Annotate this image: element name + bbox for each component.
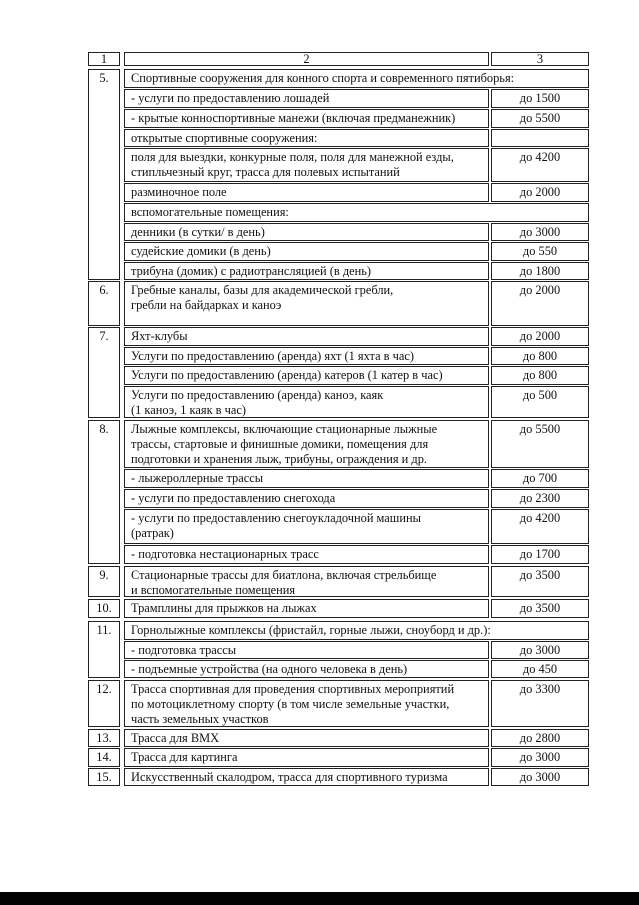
row-value: до 2000 [491,327,589,346]
row-description: Стационарные трассы для биатлона, включая стрельбище и вспомогательные помещения [124,566,489,597]
row-number: 5. [88,69,120,280]
row-description: - услуги по предоставлению лошадей [124,89,489,108]
row-description: Гребные каналы, базы для академической гребли, гребли на байдарках и каноэ [124,281,489,326]
row-description: Лыжные комплексы, включающие стационарные лыжные трассы, стартовые и финишные домики, помещения для подготовки и хранения лыж, трибуны, ограждения и др. [124,420,489,468]
row-number: 15. [88,768,120,786]
row-value: до 4200 [491,148,589,182]
row-description: Трасса для ВМХ [124,729,489,747]
row-value: до 3000 [491,641,589,659]
row-value: до 3500 [491,566,589,597]
row-value: до 2800 [491,729,589,747]
row-value: до 1700 [491,545,589,564]
row-value: до 800 [491,366,589,385]
row-description: - лыжероллерные трассы [124,469,489,488]
row-description: трибуна (домик) с радиотрансляцией (в день) [124,262,489,280]
row-number: 13. [88,729,120,747]
row-description: поля для выездки, конкурные поля, поля для манежной езды, стипльчезный круг, трасса для полевых испытаний [124,148,489,182]
row-description: Трамплины для прыжков на лыжах [124,599,489,618]
row-value: до 2000 [491,281,589,326]
row-number: 9. [88,566,120,597]
row-value: до 700 [491,469,589,488]
row-value: до 2000 [491,183,589,202]
row-number: 11. [88,621,120,678]
row-value: до 2300 [491,489,589,508]
row-value: до 3300 [491,680,589,727]
row-number: 7. [88,327,120,418]
row-description: - крытые конноспортивные манежи (включая предманежник) [124,109,489,128]
row-value: до 3000 [491,748,589,767]
row-value: до 500 [491,386,589,418]
row-value: до 3000 [491,223,589,241]
row-description: Услуги по предоставлению (аренда) катеров (1 катер в час) [124,366,489,385]
row-description: Искусственный скалодром, трасса для спортивного туризма [124,768,489,786]
row-number: 12. [88,680,120,727]
row-number: 14. [88,748,120,767]
row-value: до 1800 [491,262,589,280]
row-description: Трасса для картинга [124,748,489,767]
header-cell-1: 1 [88,52,120,66]
row-description: - подготовка трассы [124,641,489,659]
row-value: до 800 [491,347,589,365]
row-value: до 450 [491,660,589,678]
row-value [491,129,589,147]
row-description: Услуги по предоставлению (аренда) каноэ, каяк (1 каноэ, 1 каяк в час) [124,386,489,418]
row-title: Спортивные сооружения для конного спорта и современного пятиборья: [124,69,589,88]
row-description: - подготовка нестационарных трасс [124,545,489,564]
row-description: открытые спортивные сооружения: [124,129,489,147]
row-description: Яхт-клубы [124,327,489,346]
row-description: - подъемные устройства (на одного человека в день) [124,660,489,678]
row-description: разминочное поле [124,183,489,202]
row-value: до 5500 [491,109,589,128]
row-number: 6. [88,281,120,326]
header-cell-3: 3 [491,52,589,66]
row-value: до 5500 [491,420,589,468]
row-description: судейские домики (в день) [124,242,489,261]
row-description: денники (в сутки/ в день) [124,223,489,241]
row-number: 10. [88,599,120,618]
row-number: 8. [88,420,120,564]
row-description: - услуги по предоставлению снегохода [124,489,489,508]
scan-bottom-band [0,892,639,905]
row-value: до 3000 [491,768,589,786]
row-title: вспомогательные помещения: [124,203,589,222]
row-title: Горнолыжные комплексы (фристайл, горные лыжи, сноуборд и др.): [124,621,589,640]
row-description: Трасса спортивная для проведения спортивных мероприятий по мотоциклетному спорту (в том числе земельные участки, часть земельных участков [124,680,489,727]
row-value: до 550 [491,242,589,261]
row-description: Услуги по предоставлению (аренда) яхт (1 яхта в час) [124,347,489,365]
row-description: - услуги по предоставлению снегоукладочной машины (ратрак) [124,509,489,544]
row-value: до 3500 [491,599,589,618]
row-value: до 4200 [491,509,589,544]
header-cell-2: 2 [124,52,489,66]
row-value: до 1500 [491,89,589,108]
